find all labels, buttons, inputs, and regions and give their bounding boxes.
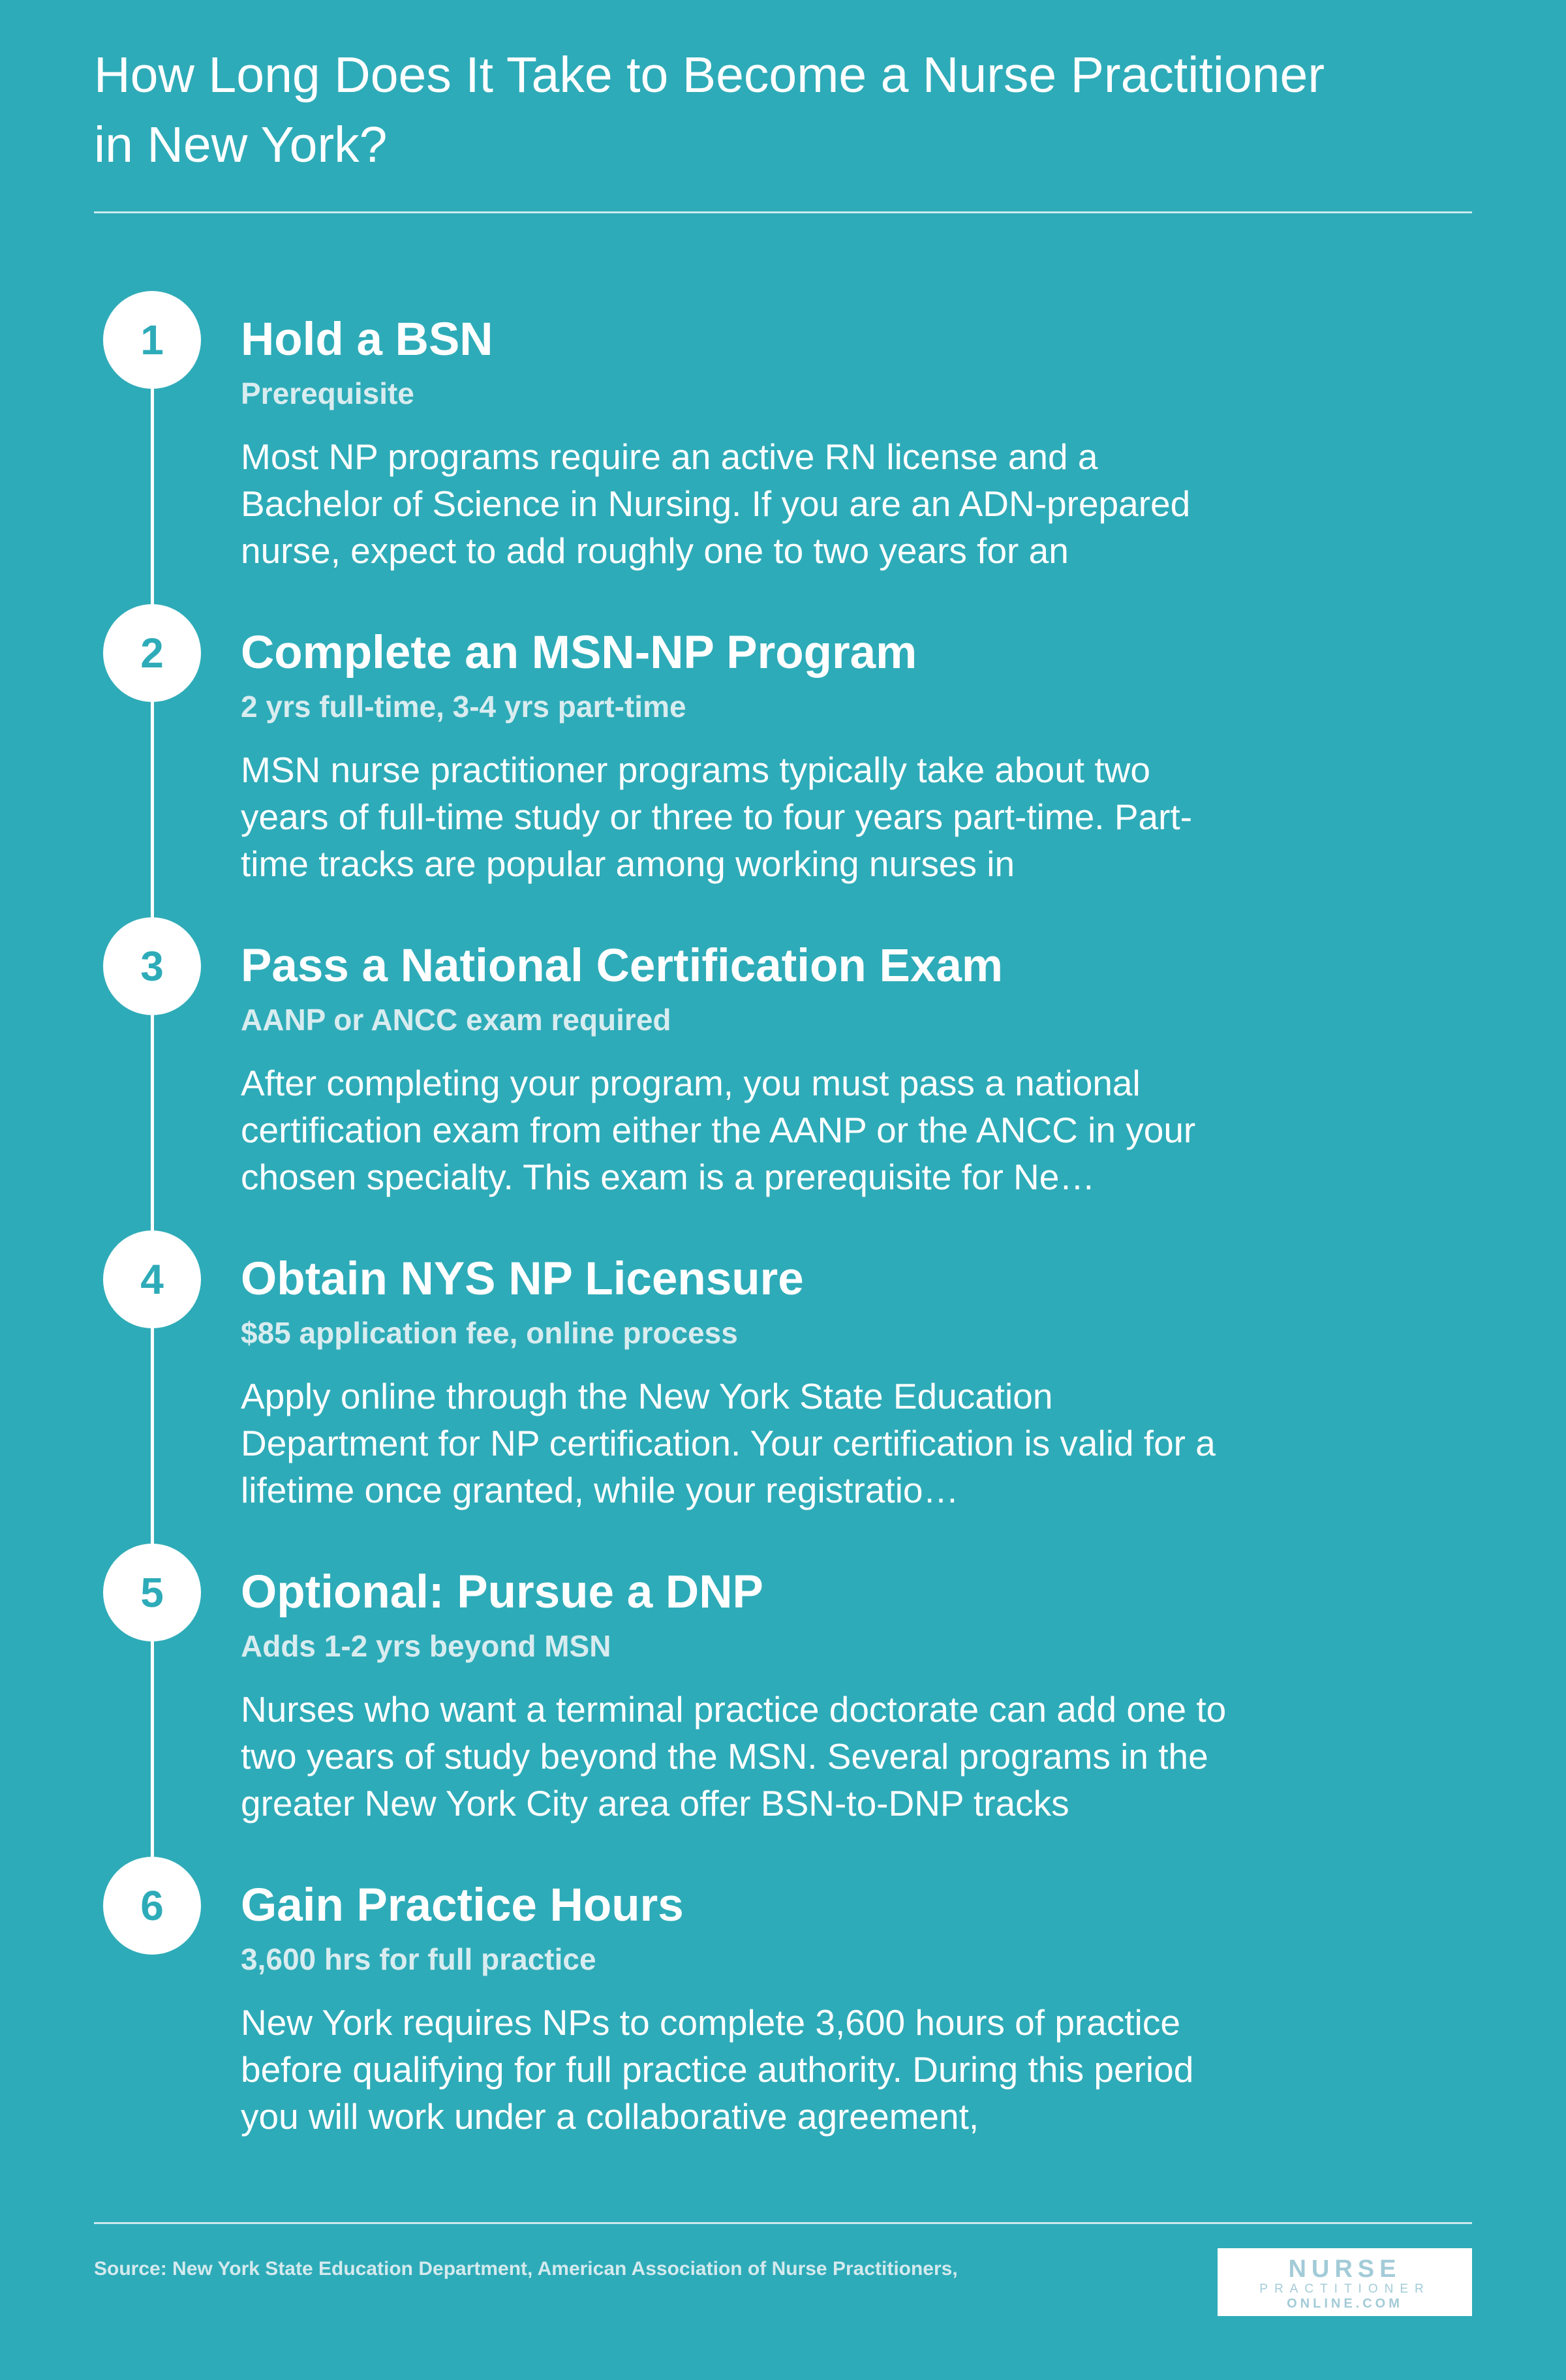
step-description: New York requires NPs to complete 3,600 hours of practice before qualifying for full practice authority. During this period you will work under a collaborative agreement, <box>241 2002 1194 2137</box>
step-title: Optional: Pursue a DNP <box>241 1566 763 1618</box>
step-number-circle: 4 <box>103 1230 201 1328</box>
timeline-step-6 <box>0 1857 1566 2157</box>
step-title: Obtain NYS NP Licensure <box>241 1253 804 1305</box>
header-divider <box>94 211 1472 213</box>
logo-text-practitioner: PRACTITIONER <box>1259 2282 1430 2296</box>
step-subtitle: $85 application fee, online process <box>241 1316 738 1350</box>
step-description: Most NP programs require an active RN license and a Bachelor of Science in Nursing. If you are an ADN-prepared nurse, expect to add roughly one to two years for an <box>241 436 1191 571</box>
step-number-circle: 5 <box>103 1544 201 1641</box>
page-title: How Long Does It Take to Become a Nurse Practitioner in New York? <box>94 47 1325 173</box>
step-subtitle: AANP or ANCC exam required <box>241 1003 671 1037</box>
timeline-step-3 <box>0 917 1566 1217</box>
step-subtitle: Adds 1-2 yrs beyond MSN <box>241 1629 611 1663</box>
step-title: Complete an MSN-NP Program <box>241 627 917 679</box>
nurse-practitioner-online-logo[interactable] <box>1218 2248 1472 2316</box>
step-title: Hold a BSN <box>241 314 493 365</box>
step-title: Pass a National Certification Exam <box>241 940 1003 992</box>
logo-text-nurse: NURSE <box>1288 2255 1402 2283</box>
timeline-step-5 <box>0 1544 1566 1844</box>
timeline-step-2 <box>0 604 1566 904</box>
step-number-circle: 3 <box>103 917 201 1015</box>
footer-divider <box>94 2222 1472 2224</box>
step-description: Nurses who want a terminal practice doctorate can add one to two years of study beyond the MSN. Several programs in the greater New York City area offer BSN-to-DNP tracks <box>241 1689 1227 1823</box>
step-number-circle: 1 <box>103 291 201 389</box>
step-subtitle: 3,600 hrs for full practice <box>241 1942 596 1976</box>
step-subtitle: 2 yrs full-time, 3-4 yrs part-time <box>241 690 686 724</box>
step-description: After completing your program, you must pass a national certification exam from either the AANP or the ANCC in your chosen specialty. This exam is a prerequisite for Ne… <box>241 1063 1196 1197</box>
timeline-step-1 <box>0 291 1566 591</box>
step-number-circle: 2 <box>103 604 201 702</box>
logo-text-online: ONLINE.COM <box>1287 2296 1403 2311</box>
step-number-circle: 6 <box>103 1857 201 1955</box>
source-citation: Source: New York State Education Department, American Association of Nurse Practitioners, <box>94 2258 958 2280</box>
step-title: Gain Practice Hours <box>241 1880 684 1931</box>
step-description: Apply online through the New York State Education Department for NP certification. Your certification is valid for a lifetime once granted, while your registratio… <box>241 1376 1216 1510</box>
step-subtitle: Prerequisite <box>241 376 414 410</box>
step-description: MSN nurse practitioner programs typically take about two years of full-time study or three to four years part-time. Part-time tracks are popular among working nurses in <box>241 750 1193 884</box>
timeline-step-4 <box>0 1230 1566 1531</box>
